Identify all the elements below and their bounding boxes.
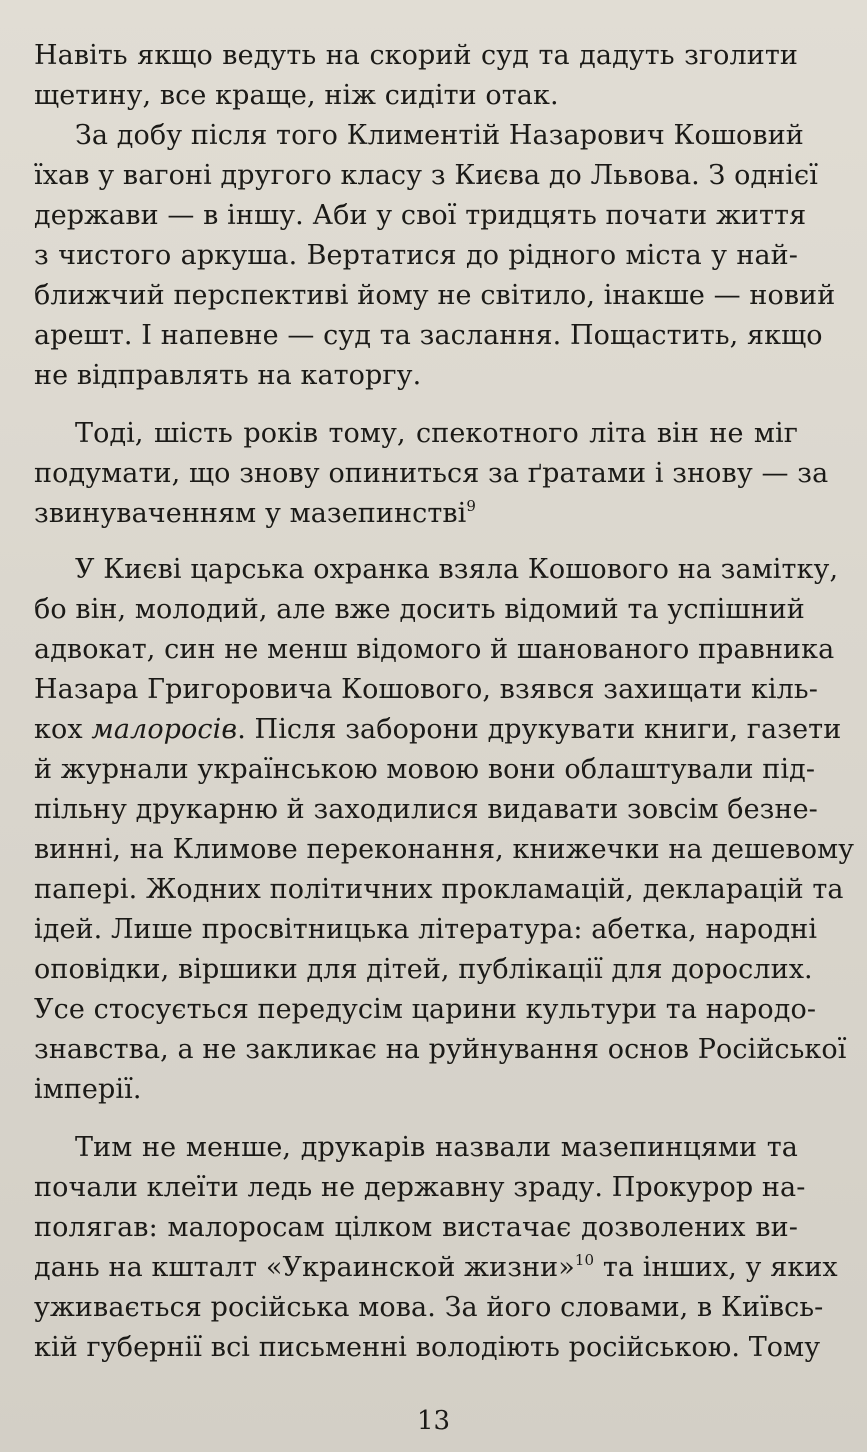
text-line: знавства, а не закликає на руйнування основ Російської: [34, 1034, 847, 1065]
text-line: з чистого аркуша. Вертатися до рідного міста у най-: [34, 240, 798, 271]
text-line: винні, на Климове переконання, книжечки на дешевому: [34, 834, 855, 865]
italic-term: малоросів: [91, 714, 238, 745]
text-line: їхав у вагоні другого класу з Києва до Львова. З однієї: [34, 160, 819, 191]
text-line: пільну друкарню й заходилися видавати зовсім безне-: [34, 794, 818, 825]
text-line: щетину, все краще, ніж сидіти отак.: [34, 80, 559, 111]
text-line: ближчий перспективі йому не світило, інакше — новий: [34, 280, 836, 311]
text-line: арешт. І напевне — суд та заслання. Пощастить, якщо: [34, 320, 823, 351]
text-line: У Києві царська охранка взяла Кошового на замітку,: [75, 554, 839, 585]
line-text: звинуваченням у мазепинстві: [34, 498, 467, 529]
text-line: не відправлять на каторгу.: [34, 360, 422, 391]
text-line: й журнали українською мовою вони облаштували під-: [34, 754, 816, 785]
text-line: Навіть якщо ведуть на скорий суд та дадуть зголити: [34, 40, 798, 71]
line-text: . Після заборони друкувати книги, газети: [237, 714, 842, 745]
text-line: Тим не менше, друкарів назвали мазепинцями та: [75, 1132, 798, 1163]
text-line: Тоді, шість років тому, спекотного літа він не міг: [75, 418, 798, 449]
text-line: оповідки, віршики для дітей, публікації для дорослих.: [34, 954, 813, 985]
line-text: та інших, у яких: [594, 1252, 838, 1283]
text-line: За добу після того Климентій Назарович Кошовий: [75, 120, 804, 151]
text-line: уживається російська мова. За його словами, в Київсь-: [34, 1292, 824, 1323]
text-line: [34, 494, 798, 534]
text-line: ідей. Лише просвітницька література: абетка, народні: [34, 914, 818, 945]
text-line: подумати, що знову опиниться за ґратами і знову — за: [34, 458, 829, 489]
text-line: [34, 710, 842, 750]
line-text: дань на кшталт «Украинской жизни»: [34, 1252, 575, 1283]
text-line: кій губернії всі письменні володіють російською. Тому: [34, 1332, 821, 1363]
footnote-marker: 10: [574, 1251, 595, 1269]
text-line: адвокат, син не менш відомого й шанованого правника: [34, 634, 835, 665]
text-line: [34, 1248, 838, 1288]
text-line: бо він, молодий, але вже досить відомий та успішний: [34, 594, 805, 625]
text-line: Усе стосується передусім царини культури та народо-: [34, 994, 817, 1025]
text-line: імперії.: [34, 1074, 142, 1105]
text-line: папері. Жодних політичних прокламацій, декларацій та: [34, 874, 844, 905]
page-number: 13: [416, 1406, 451, 1436]
text-line: Назара Григоровича Кошового, взявся захищати кіль-: [34, 674, 818, 705]
footnote-marker: 9: [466, 497, 477, 515]
line-text: кох: [34, 714, 92, 745]
text-line: полягав: малоросам цілком вистачає дозволених ви-: [34, 1212, 798, 1243]
text-line: держави — в іншу. Аби у свої тридцять почати життя: [34, 200, 807, 231]
text-line: почали клеїти ледь не державну зраду. Прокурор на-: [34, 1172, 806, 1203]
